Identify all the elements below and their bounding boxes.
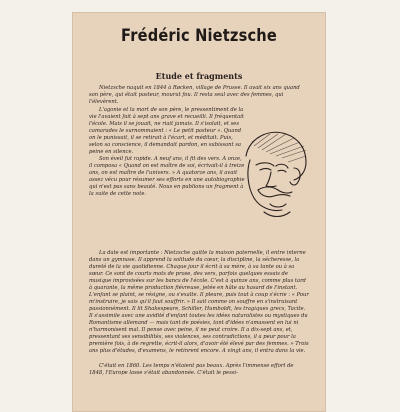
paragraph-1-text: Nietzsche naquit en 1844 à Røcken, village de Prusse. Il avait six ans quand son père, qui était pasteur, mourut fou. Il resta seul avec des femmes, qui l'élevèrent.	[89, 85, 300, 105]
page-subtitle: Etude et fragments	[155, 71, 243, 81]
page-title: Frédéric Nietzsche	[120, 26, 277, 46]
paragraph-1	[89, 85, 309, 106]
paragraph-2b-text: Son éveil fut rapide. A neuf ans, il fit des vers. A onze, il composa « Quand on est maître de soi, écrivait-il à treize ans, on est maître de l'univers. » A quatorze ans, il avait assez vécu pour résumer ses efforts en une autobiographie qui n'est pas sans beauté. Nous en publions un fragment à la suite de cette note.	[89, 156, 245, 197]
paragraph-4	[89, 363, 309, 377]
paragraph-4-text: C'était en 1860. Les temps n'étaient pas beaux. Après l'immense effort de 1848, l'Europe lasse s'était abandonnée. C'était le pessi-	[89, 363, 294, 376]
paragraph-3	[89, 250, 309, 355]
paragraph-3-text: La date est importante : Nietzsche quitte la maison paternelle, il entre interne dans un gymnase. Il apprend la solitude du cœur, la discipline, la sécheresse, la dureté de la vie quotidienne. Chaque jour il écrit à sa mère, à sa tante ou à sa sœur. Ce sont de courts mots de prose, des vers, parfois quelques essais de musique improvisées sur les bancs de l'école. C'est à quinze ans, comme plus tard à quarante, la même production fiévreuse, jetée en hâte au hasard de l'instant. L'enfant se plaint, se résigne, ou s'exalte. Il pleure, puis tout à coup s'écrie : « Pour m'instruire, je sais qu'il faut souffrir. » Il sait comme on souffre en s'instruisant passionnément. Il lit Shakespeare, Schiller, Humboldt, les tragiques grecs, Tacite. Il s'assimile avec une avidité d'enfant toutes les idées naturalistes ou mystiques du Romantisme allemand — mais tant de poésies, tant d'idées n'amassent en lui ni n'harmonisent mal. Il pense avec peine, il ne peut croire. Il a dix-sept ans, et, pressentant ses sensibilités, ses violences, ses contradictions, il a peur pour la première fois, à de regrette, écrit-il alors, d'avoir été élevé par des femmes. » Trois ans plus d'études, d'examens, le retinrent encore. A vingt ans, il entra dans la vie.	[89, 250, 309, 354]
book-page	[72, 12, 326, 412]
nietzsche-portrait	[224, 120, 318, 230]
paragraph-2-text: L'agonie et la mort de son père, le pressentiment de la vie l'avaient fait à sept ans grave et recueilli. Il fréquentait l'école. Mais il se jouait, ne riait jamais. Il s'isolait, et ses camarades le surnommaient : « Le petit pasteur ». Quand on le punissait, il se retirait à l'écart, et méditait. Puis, selon sa conscience, il demandait pardon, en subissant sa peine en silence.	[89, 107, 244, 155]
paragraph-2	[89, 107, 245, 198]
